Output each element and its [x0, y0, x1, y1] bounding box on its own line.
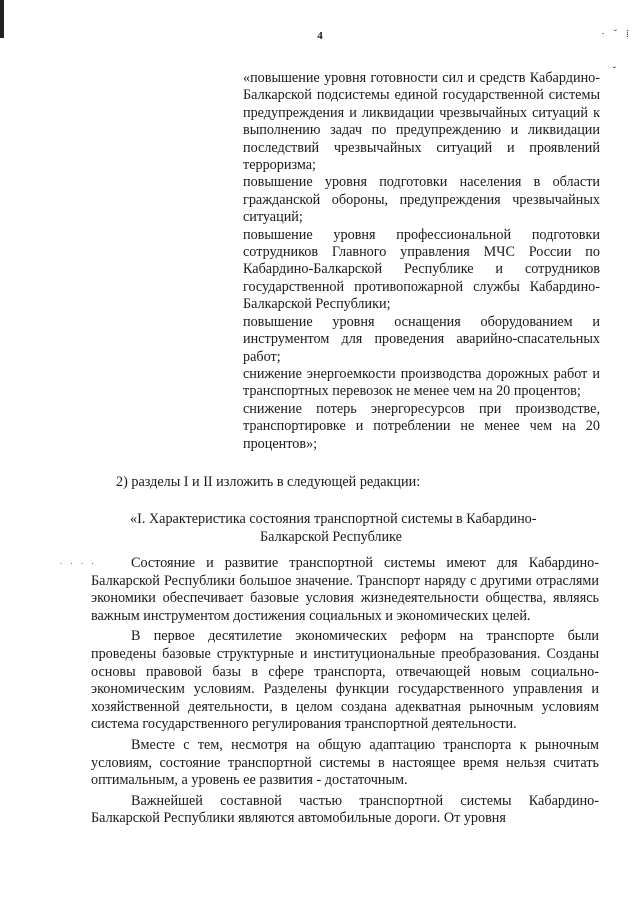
body-paragraph: Важнейшей составной частью транспортной системы Кабардино-Балкарской Республики являются автомобильные дороги. От уровня [91, 792, 599, 827]
body-paragraph: Состояние и развитие транспортной системы имеют для Кабардино-Балкарской Республики большое значение. Транспорт наряду с другими отраслями экономики обеспечивает базовые условия жизнедеятельности общества, являясь важным инструментом достижения социальных и экономических целей. [91, 555, 599, 624]
body-paragraph: Вместе с тем, несмотря на общую адаптацию транспорта к рыночным условиям, состояние транспортной системы в настоящее время нельзя считать оптимальным, а уровень ее развития - достаточным. [91, 736, 599, 789]
section-heading-line-2: Балкарской Республике [260, 529, 402, 545]
section-body [91, 555, 599, 831]
amendment-item-2: 2) разделы I и II изложить в следующей редакции: [116, 474, 421, 490]
list-item: повышение уровня оснащения оборудованием и инструментом для проведения аварийно-спасательных работ; [243, 313, 600, 365]
list-item: «повышение уровня готовности сил и средств Кабардино-Балкарской подсистемы единой государственной системы предупреждения и ликвидации чрезвычайных ситуаций к выполнению задач по предупреждению и ликвидации последствий чрезвычайных ситуаций и проявлений терроризма; [243, 70, 600, 174]
list-item: повышение уровня подготовки населения в области гражданской обороны, предупреждения чрезвычайных ситуаций; [243, 174, 600, 226]
list-item: снижение потерь энергоресурсов при производстве, транспортировке и потреблении не менее чем на 20 процентов»; [243, 400, 600, 452]
scan-artifact-marks: · ˇ ⁞ [601, 28, 632, 40]
section-heading [130, 510, 600, 546]
section-heading-line-1: «I. Характеристика состояния транспортной системы в Кабардино- [130, 511, 537, 527]
scan-artifact-left-marks: . . . . [60, 556, 97, 566]
page-number: 4 [317, 30, 323, 42]
body-paragraph: В первое десятилетие экономических реформ на транспорте были проведены базовые структурные и институциональные преобразования. Созданы основы правовой базы в сфере транспорта, отвечающей новым социально-экономическим условиям. Разделены функции государственного управления и хозяйственной деятельности, в целом создана адекватная рыночным условиям система государственного регулирования транспортной деятельности. [91, 628, 599, 733]
list-item: повышение уровня профессиональной подготовки сотрудников Главного управления МЧС России по Кабардино-Балкарской Республике и сотрудников государственной противопожарной службы Кабардино-Балкарской Республики; [243, 226, 600, 313]
goals-list [243, 70, 600, 453]
list-item: снижение энергоемкости производства дорожных работ и транспортных перевозок не менее чем на 20 процентов; [243, 365, 600, 400]
scan-artifact-dot: ˇ [612, 66, 616, 77]
